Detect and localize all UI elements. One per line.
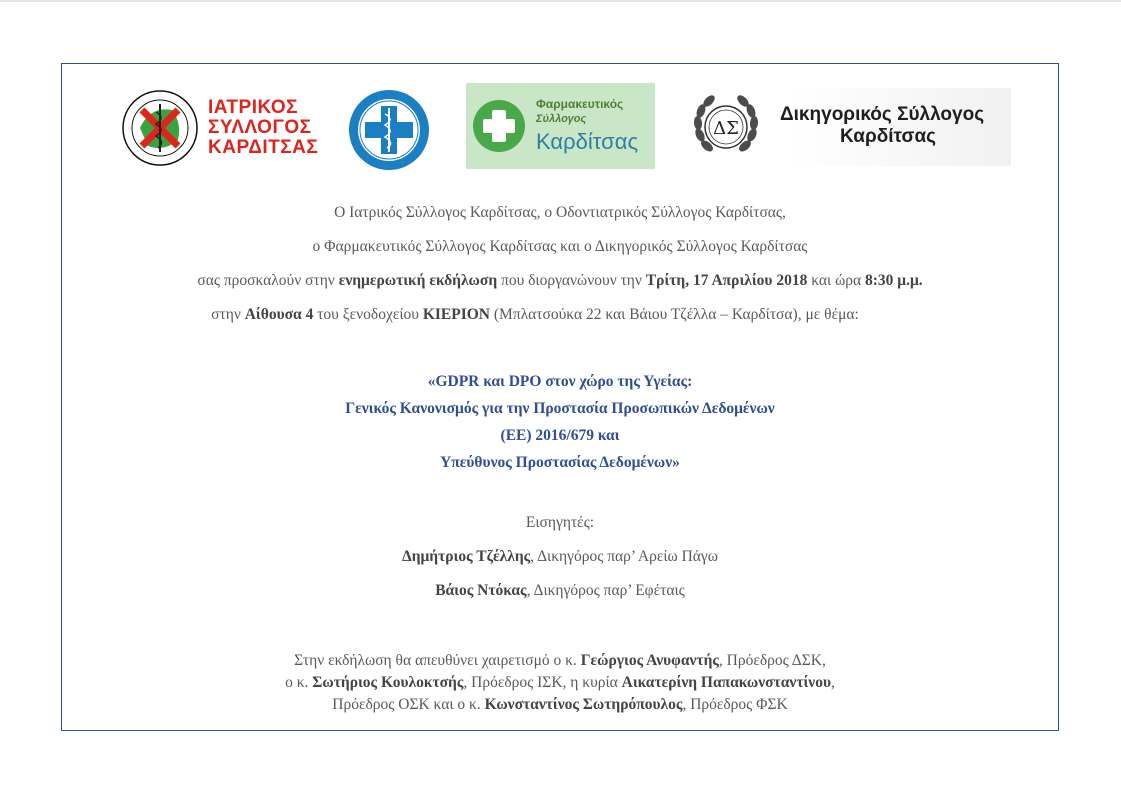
topic-line-4: Υπεύθυνος Προστασίας Δεδομένων» (440, 454, 680, 471)
event-hotel: ΚΙΕΡΙΟΝ (422, 306, 491, 323)
lawyers-logo-line1: Δικηγορικός Σύλλογος (780, 104, 985, 125)
speaker-role: , Δικηγόρος παρ’ Αρείω Πάγω (530, 548, 718, 565)
top-divider (0, 0, 1121, 2)
greetings-line-1 (62, 650, 1058, 672)
pharma-logo-line1: Φαρμακευτικός (536, 97, 624, 111)
speaker-name: Δημήτριος Τζέλλης (402, 548, 531, 565)
speaker-name: Βάιος Ντόκας (435, 582, 527, 599)
greetings-text: ο κ. (285, 674, 313, 691)
intro-line-3-part: που διοργανώνουν την (497, 272, 646, 289)
event-date: Τρίτη, 17 Απριλίου 2018 (645, 272, 808, 289)
greeter-name: Κωνσταντίνος Σωτηρόπουλος (484, 696, 683, 713)
speaker-1 (62, 548, 1058, 566)
blue-cross-seal-icon (347, 88, 431, 172)
pharmaceutical-association-logo (466, 83, 655, 169)
intro-line-3-part: σας προσκαλούν στην (197, 272, 339, 289)
greetings-text: Πρόεδρος ΟΣΚ και ο κ. (332, 696, 485, 713)
greetings-text: Στην εκδήλωση θα απευθύνει χαιρετισμό ο κ. (294, 652, 581, 669)
caduceus-seal-icon (120, 88, 200, 168)
event-room: Αίθουσα 4 (244, 306, 314, 323)
greetings-text: , Πρόεδρος ΙΣΚ, η κυρία (463, 674, 622, 691)
pharma-logo-line2: Σύλλογος (536, 113, 587, 125)
intro-line-4-part: στην (211, 306, 245, 323)
greeter-name: Γεώργιος Ανυφαντής (580, 652, 719, 669)
speakers-heading: Εισηγητές: (525, 514, 595, 531)
greeter-name: Σωτήριος Κουλοκτσής (312, 674, 464, 691)
lawyers-monogram: ΔΣ (713, 118, 739, 139)
medical-logo-line1: ΙΑΤΡΙΚΟΣ (208, 97, 299, 118)
event-type: ενημερωτική εκδήλωση (338, 272, 498, 289)
pharma-logo-line3: Καρδίτσας (536, 129, 639, 154)
topic-line-2: Γενικός Κανονισμός για την Προστασία Προσωπικών Δεδομένων (345, 400, 775, 417)
greetings-text: , Πρόεδρος ΔΣΚ, (718, 652, 826, 669)
intro-line-2: ο Φαρμακευτικός Σύλλογος Καρδίτσας και ο Δικηγορικός Σύλλογος Καρδίτσας (312, 238, 808, 255)
event-address: (Μπλατσούκα 22 και Βάιου Τζέλλα – Καρδίτσα), με θέμα: (490, 306, 859, 323)
medical-logo-line2: ΣΥΛΛΟΓΟΣ (208, 117, 312, 138)
dental-association-logo (347, 88, 431, 172)
logo-row (62, 64, 1058, 194)
green-cross-icon (471, 98, 527, 154)
invitation-card (61, 63, 1059, 731)
medical-logo-line3: ΚΑΡΔΙΤΣΑΣ (208, 137, 319, 158)
intro-line-3-part: και ώρα (807, 272, 866, 289)
topic-line-1: «GDPR και DPO στον χώρο της Υγείας: (427, 373, 693, 390)
greeter-name: Αικατερίνη Παπακωνσταντίνου (621, 674, 832, 691)
laurel-wreath-icon (688, 89, 764, 165)
event-time: 8:30 μ.μ. (865, 272, 923, 289)
intro-line-3 (62, 272, 1058, 290)
intro-line-1: Ο Ιατρικός Σύλλογος Καρδίτσας, ο Οδοντιατρικός Σύλλογος Καρδίτσας, (334, 204, 786, 221)
greetings-text: , (831, 674, 835, 691)
greetings-text: , Πρόεδρος ΦΣΚ (682, 696, 788, 713)
bar-association-logo (688, 88, 1011, 166)
greetings-line-2 (62, 672, 1058, 694)
intro-line-4 (37, 306, 1033, 324)
speaker-role: , Δικηγόρος παρ’ Εφέταις (526, 582, 685, 599)
intro-line-4-part: του ξενοδοχείου (313, 306, 423, 323)
speaker-2 (62, 582, 1058, 600)
topic-line-3: (ΕΕ) 2016/679 και (500, 427, 620, 444)
medical-association-logo (120, 88, 320, 168)
greetings-line-3 (62, 694, 1058, 716)
lawyers-logo-line2: Καρδίτσας (840, 126, 937, 147)
